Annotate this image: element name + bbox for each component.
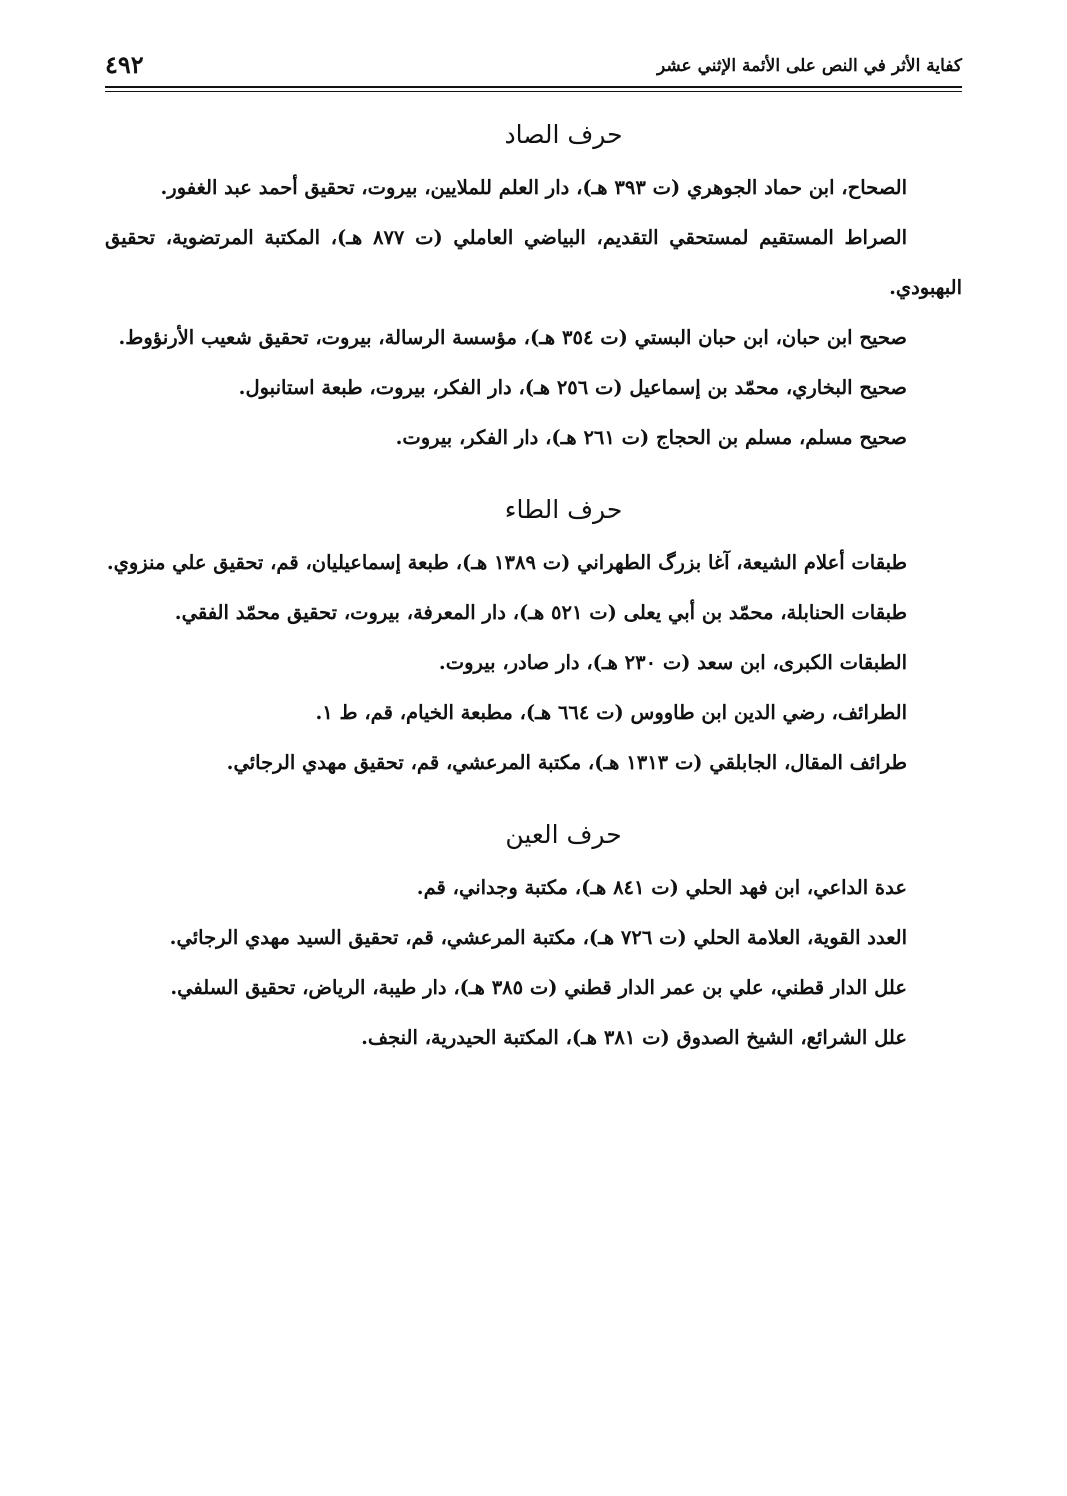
section-title-sad: حرف الصاد bbox=[504, 120, 623, 149]
page-number: ٤٩٢ bbox=[105, 50, 144, 79]
bib-entry: طبقات أعلام الشيعة، آغا بزرگ الطهراني (ت ١٣٨٩ هـ)، طبعة إسماعيليان، قم، تحقيق علي منزوي. bbox=[106, 551, 907, 574]
bib-entry: طرائف المقال، الجابلقي (ت ١٣١٣ هـ)، مكتبة المرعشي، قم، تحقيق مهدي الرجائي. bbox=[226, 751, 907, 774]
section-title-ayn: حرف العين bbox=[505, 820, 622, 849]
bib-entry: صحيح البخاري، محمّد بن إسماعيل (ت ٢٥٦ هـ)، دار الفكر، بيروت، طبعة استانبول. bbox=[238, 376, 907, 399]
header-rule bbox=[105, 86, 962, 88]
section-title-ta: حرف الطاء bbox=[504, 495, 623, 524]
bib-entry: الصحاح، ابن حماد الجوهري (ت ٣٩٣ هـ)، دار العلم للملايين، بيروت، تحقيق أحمد عبد الغفور. bbox=[160, 176, 907, 199]
bib-entry: الصراط المستقيم لمستحقي التقديم، البياضي العاملي (ت ٨٧٧ هـ)، المكتبة المرتضوية، تحقيق البهبودي. bbox=[105, 226, 962, 299]
bibliography bbox=[105, 120, 962, 1063]
bib-entry: عدة الداعي، ابن فهد الحلي (ت ٨٤١ هـ)، مكتبة وجداني، قم. bbox=[416, 876, 907, 899]
bib-entry: الطرائف، رضي الدين ابن طاووس (ت ٦٦٤ هـ)، مطبعة الخيام، قم، ط ١. bbox=[315, 701, 907, 724]
bib-entry: علل الدار قطني، علي بن عمر الدار قطني (ت ٣٨٥ هـ)، دار طيبة، الرياض، تحقيق السلفي. bbox=[170, 976, 907, 999]
bib-entry: العدد القوية، العلامة الحلي (ت ٧٢٦ هـ)، مكتبة المرعشي، قم، تحقيق السيد مهدي الرجائي. bbox=[169, 926, 907, 949]
header-rule-thin bbox=[105, 91, 962, 92]
page-header bbox=[105, 44, 962, 88]
bib-entry: علل الشرائع، الشيخ الصدوق (ت ٣٨١ هـ)، المكتبة الحيدرية، النجف. bbox=[361, 1026, 907, 1049]
bib-entry: صحيح مسلم، مسلم بن الحجاج (ت ٢٦١ هـ)، دار الفكر، بيروت. bbox=[395, 426, 907, 449]
bib-entry: صحيح ابن حبان، ابن حبان البستي (ت ٣٥٤ هـ)، مؤسسة الرسالة، بيروت، تحقيق شعيب الأرنؤوط. bbox=[118, 326, 907, 349]
bib-entry: طبقات الحنابلة، محمّد بن أبي يعلى (ت ٥٢١ هـ)، دار المعرفة، بيروت، تحقيق محمّد الفقي. bbox=[174, 601, 907, 624]
bib-entry: الطبقات الكبرى، ابن سعد (ت ٢٣٠ هـ)، دار صادر، بيروت. bbox=[438, 651, 907, 674]
running-title: كفاية الأثر في النص على الأئمة الإثني عشر bbox=[656, 56, 962, 76]
